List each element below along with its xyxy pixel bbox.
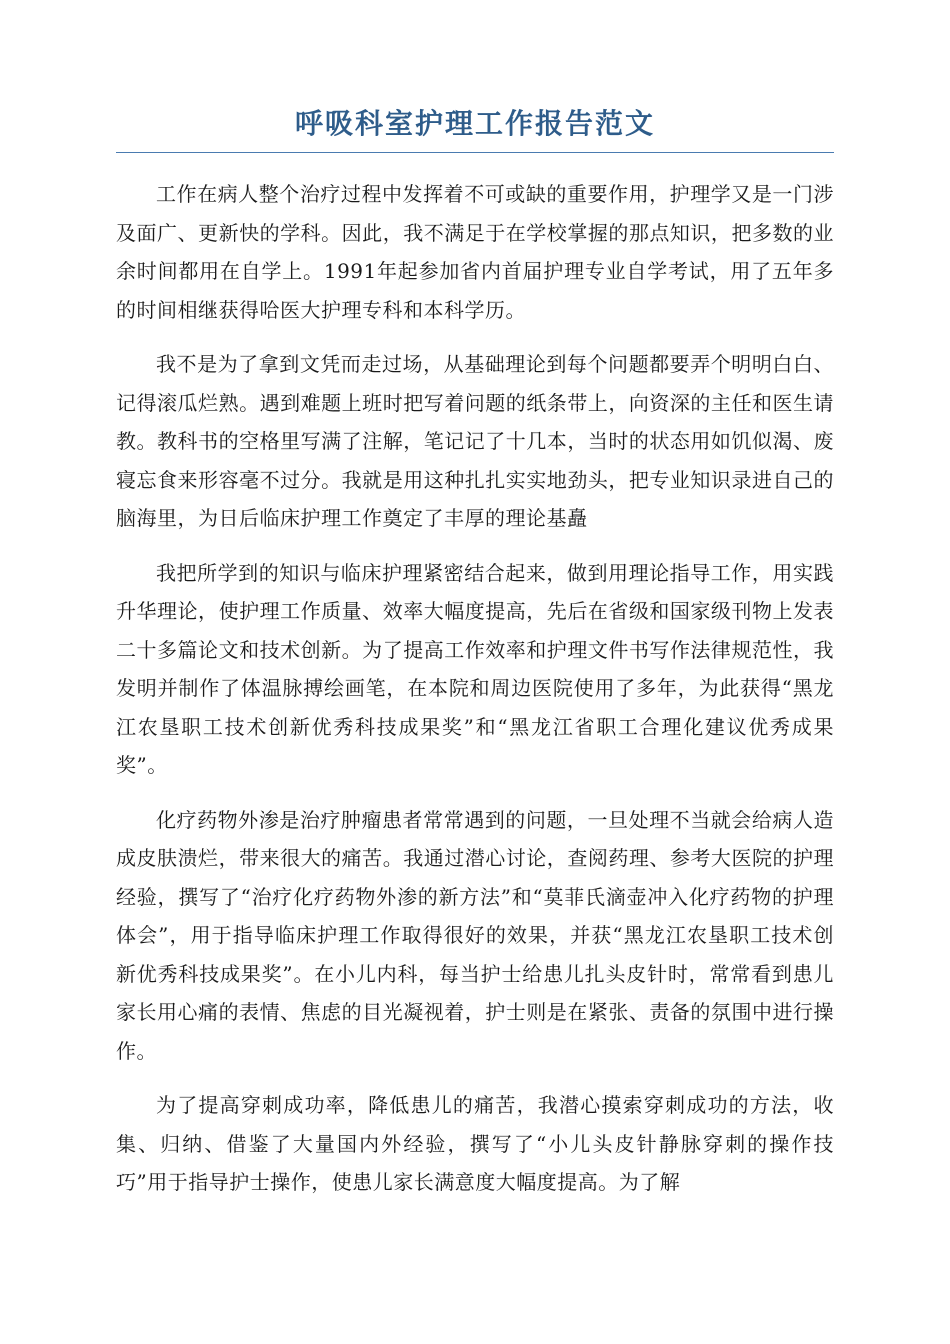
paragraph-1: 工作在病人整个治疗过程中发挥着不可或缺的重要作用，护理学又是一门涉及面广、更新快的学科。因此，我不满足于在学校掌握的那点知识，把多数的业余时间都用在自学上。1991年起参加省内首届护理专业自学考试，用了五年多的时间相继获得哈医大护理专科和本科学历。: [116, 182, 834, 322]
paragraph-3: 我把所学到的知识与临床护理紧密结合起来，做到用理论指导工作，用实践升华理论，使护理工作质量、效率大幅度提高，先后在省级和国家级刊物上发表二十多篇论文和技术创新。为了提高工作效率和护理文件书写作法律规范性，我发明并制作了体温脉搏绘画笔，在本院和周边医院使用了多年，为此获得“黑龙江农垦职工技术创新优秀科技成果奖”和“黑龙江省职工合理化建议优秀成果奖”。: [116, 560, 834, 777]
paragraph-2: 我不是为了拿到文凭而走过场，从基础理论到每个问题都要弄个明明白白、记得滚瓜烂熟。遇到难题上班时把写着问题的纸条带上，向资深的主任和医生请教。教科书的空格里写满了注解，笔记记了十几本，当时的状态用如饥似渴、废寝忘食来形容毫不过分。我就是用这种扎扎实实地劲头，把专业知识录进自己的脑海里，为日后临床护理工作奠定了丰厚的理论基矗: [116, 352, 834, 530]
document-page: [116, 104, 834, 1218]
paragraph-4: 化疗药物外渗是治疗肿瘤患者常常遇到的问题，一旦处理不当就会给病人造成皮肤溃烂，带来很大的痛苦。我通过潜心讨论，查阅药理、参考大医院的护理经验，撰写了“治疗化疗药物外渗的新方法”和“莫菲氏滴壶冲入化疗药物的护理体会”，用于指导临床护理工作取得很好的效果，并获“黑龙江农垦职工技术创新优秀科技成果奖”。在小儿内科，每当护士给患儿扎头皮针时，常常看到患儿家长用心痛的表情、焦虑的目光凝视着，护士则是在紧张、责备的氛围中进行操作。: [116, 807, 834, 1063]
document-title: 呼吸科室护理工作报告范文: [294, 107, 655, 140]
paragraph-5: 为了提高穿刺成功率，降低患儿的痛苦，我潜心摸索穿刺成功的方法，收集、归纳、借鉴了大量国内外经验，撰写了“小儿头皮针静脉穿刺的操作技巧”用于指导护士操作，使患儿家长满意度大幅度提高。为了解: [116, 1093, 834, 1194]
title-underline: [116, 152, 834, 153]
